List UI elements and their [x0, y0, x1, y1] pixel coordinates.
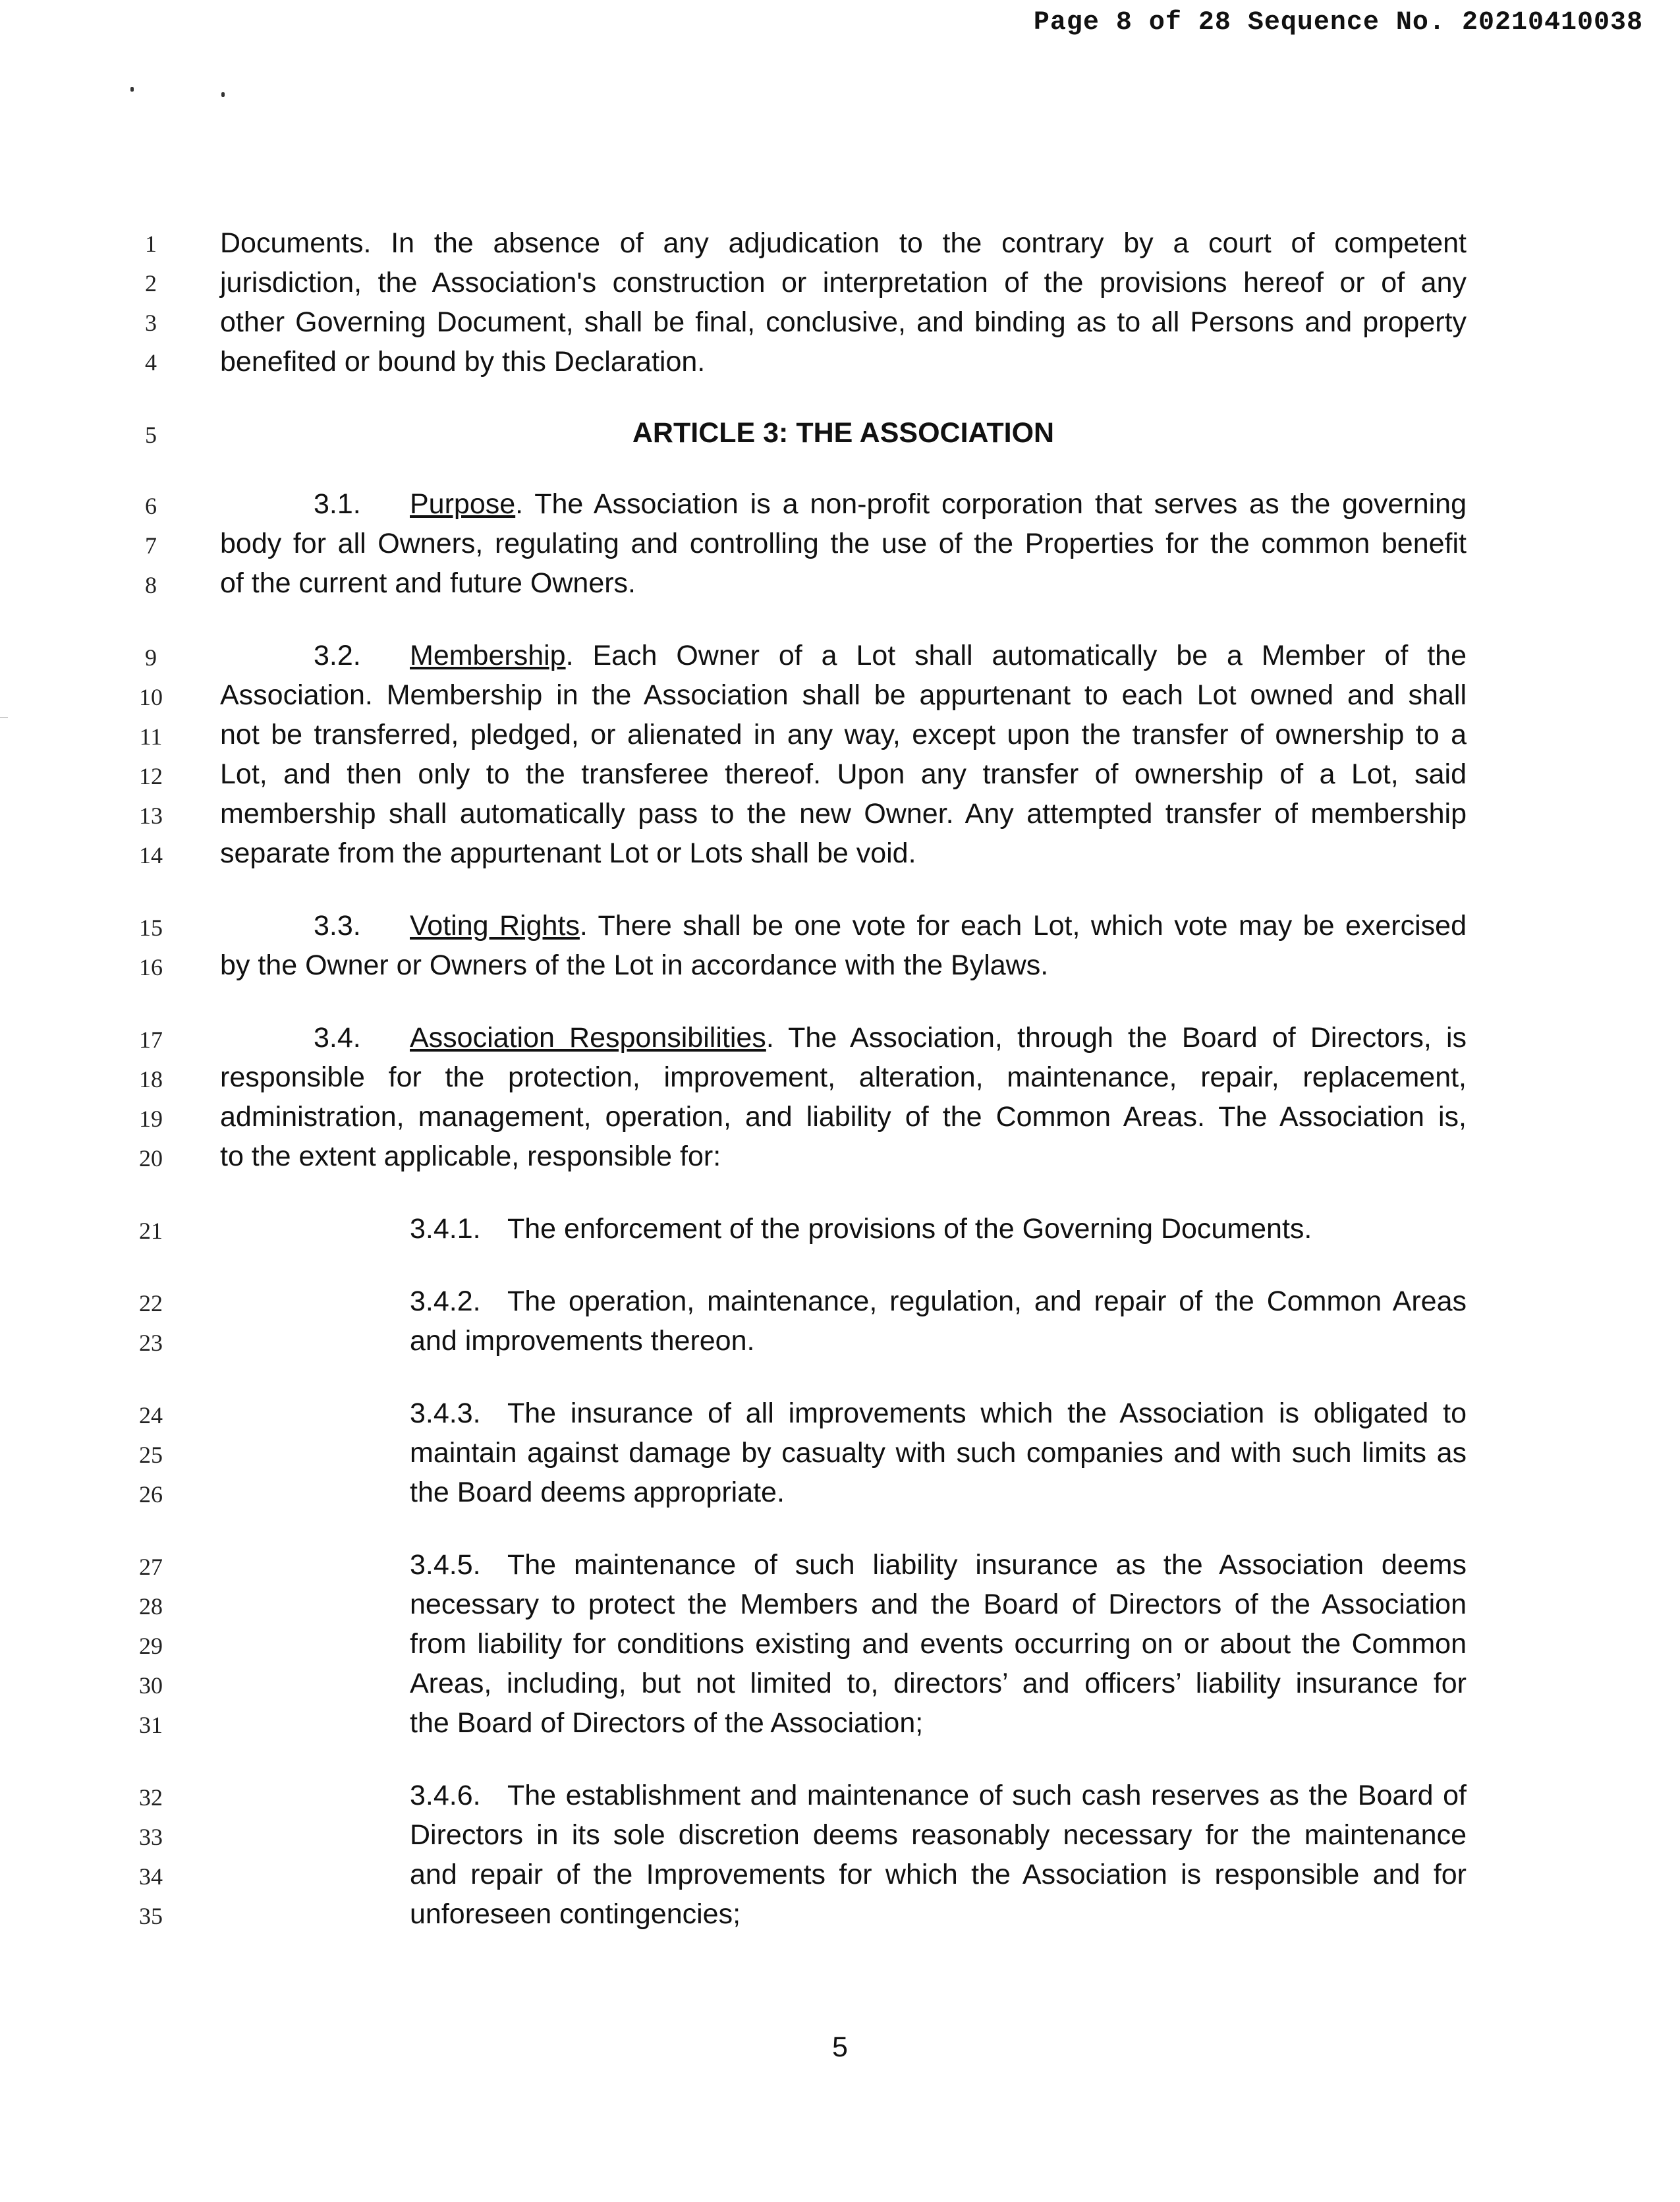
line-number: 12	[139, 763, 163, 789]
line-number: 25	[139, 1442, 163, 1468]
line-number: 23	[139, 1330, 163, 1356]
line-number: 7	[145, 532, 157, 559]
subsection-text-line: Directors in its sole discretion deems reasonably necessary for the maintenance	[410, 1819, 1467, 1851]
line-number: 22	[139, 1290, 163, 1316]
line-number: 29	[139, 1633, 163, 1659]
line-number: 14	[139, 842, 163, 868]
line-number: 13	[139, 803, 163, 829]
body-text-line: other Governing Document, shall be final, conclusive, and binding as to all Persons and property	[220, 306, 1467, 338]
scan-speck	[221, 92, 225, 97]
section-first-line	[314, 909, 1467, 942]
line-number: 21	[139, 1218, 163, 1244]
line-number: 30	[139, 1672, 163, 1699]
subsection-text-line: from liability for conditions existing and events occurring on or about the Common	[410, 1628, 1467, 1660]
section-text: . The Association, through the Board of Directors, is	[766, 1022, 1467, 1054]
section-text: . There shall be one vote for each Lot, which vote may be exercised	[579, 910, 1467, 942]
subsection-text-line: Areas, including, but not limited to, directors’ and officers’ liability insurance for	[410, 1668, 1467, 1699]
section-number: 3.4.	[314, 1022, 361, 1054]
body-text-line: body for all Owners, regulating and controlling the use of the Properties for the common benefit	[220, 528, 1467, 559]
line-number: 34	[139, 1863, 163, 1890]
body-text-line: Documents. In the absence of any adjudication to the contrary by a court of competent	[220, 227, 1467, 259]
section-text: . Each Owner of a Lot shall automatically be a Member of the	[565, 640, 1467, 671]
subsection-text-line: and repair of the Improvements for which the Association is responsible and for	[410, 1859, 1467, 1890]
section-first-line	[314, 639, 1467, 672]
body-text-line: to the extent applicable, responsible for:	[220, 1141, 721, 1172]
body-text-line: benefited or bound by this Declaration.	[220, 346, 706, 378]
section-title: Association Responsibilities	[410, 1022, 766, 1054]
line-number: 31	[139, 1712, 163, 1738]
subsection-text-line: the Board of Directors of the Association;	[410, 1707, 924, 1739]
line-number: 2	[145, 270, 157, 296]
page-sequence-stamp: Page 8 of 28 Sequence No. 20210410038	[1033, 8, 1643, 38]
section-title: Voting Rights	[410, 910, 580, 942]
subsection-text: The insurance of all improvements which the Association is obligated to	[507, 1397, 1467, 1429]
line-number: 35	[139, 1903, 163, 1929]
section-number: 3.2.	[314, 640, 361, 671]
subsection-text-line: maintain against damage by casualty with such companies and with such limits as	[410, 1437, 1467, 1469]
page-number: 5	[832, 2031, 848, 2063]
subsection-number: 3.4.1.	[410, 1213, 481, 1245]
section-text: . The Association is a non-profit corporation that serves as the governing	[515, 488, 1467, 520]
line-number: 8	[145, 572, 157, 598]
line-number: 5	[145, 422, 157, 448]
line-number: 18	[139, 1066, 163, 1092]
line-number: 20	[139, 1145, 163, 1172]
line-number: 17	[139, 1027, 163, 1053]
line-number: 4	[145, 349, 157, 376]
subsection-text-line: and improvements thereon.	[410, 1325, 755, 1357]
line-number: 33	[139, 1824, 163, 1850]
subsection-first-line	[410, 1285, 1467, 1318]
body-text-line: not be transferred, pledged, or alienated in any way, except upon the transfer of ownership to a	[220, 719, 1467, 750]
section-first-line	[314, 488, 1467, 521]
section-number: 3.1.	[314, 488, 361, 520]
line-number: 24	[139, 1402, 163, 1428]
subsection-text-line: unforeseen contingencies;	[410, 1898, 741, 1930]
line-number-column	[0, 0, 184, 2202]
line-number: 32	[139, 1784, 163, 1811]
line-number: 3	[145, 310, 157, 336]
body-text-line: Lot, and then only to the transferee thereof. Upon any transfer of ownership of a Lot, said	[220, 758, 1467, 790]
body-text-line: jurisdiction, the Association's construction or interpretation of the provisions hereof or of any	[220, 267, 1467, 298]
section-title: Purpose	[410, 488, 516, 520]
line-number: 16	[139, 954, 163, 980]
line-number: 1	[145, 231, 157, 257]
body-text-line: administration, management, operation, and liability of the Common Areas. The Association is,	[220, 1101, 1467, 1133]
body-text-line: responsible for the protection, improvement, alteration, maintenance, repair, replacement,	[220, 1061, 1467, 1093]
line-number: 27	[139, 1554, 163, 1580]
line-number: 15	[139, 915, 163, 941]
line-number: 19	[139, 1106, 163, 1132]
subsection-first-line	[410, 1548, 1467, 1581]
subsection-text: The maintenance of such liability insurance as the Association deems	[507, 1549, 1467, 1581]
article-heading: ARTICLE 3: THE ASSOCIATION	[632, 417, 1055, 449]
subsection-text: The enforcement of the provisions of the Governing Documents.	[507, 1213, 1312, 1245]
body-text-line: Association. Membership in the Association shall be appurtenant to each Lot owned and shall	[220, 679, 1467, 711]
line-number: 26	[139, 1481, 163, 1508]
subsection-text: The operation, maintenance, regulation, and repair of the Common Areas	[507, 1285, 1467, 1317]
subsection-text: The establishment and maintenance of such cash reserves as the Board of	[507, 1780, 1467, 1811]
subsection-first-line	[410, 1212, 1467, 1245]
section-first-line	[314, 1021, 1467, 1054]
subsection-text-line: necessary to protect the Members and the Board of Directors of the Association	[410, 1589, 1467, 1620]
section-number: 3.3.	[314, 910, 361, 942]
line-number: 6	[145, 493, 157, 519]
line-number: 11	[139, 723, 163, 750]
subsection-number: 3.4.6.	[410, 1780, 481, 1811]
subsection-number: 3.4.2.	[410, 1285, 481, 1317]
body-text-line: separate from the appurtenant Lot or Lots shall be void.	[220, 837, 916, 869]
section-title: Membership	[410, 640, 566, 671]
subsection-text-line: the Board deems appropriate.	[410, 1477, 785, 1508]
subsection-number: 3.4.3.	[410, 1397, 481, 1429]
body-text-line: membership shall automatically pass to the new Owner. Any attempted transfer of membership	[220, 798, 1467, 830]
line-number: 28	[139, 1593, 163, 1620]
subsection-first-line	[410, 1779, 1467, 1812]
line-number: 9	[145, 644, 157, 671]
body-text-line: of the current and future Owners.	[220, 567, 636, 599]
subsection-first-line	[410, 1397, 1467, 1430]
body-text-line: by the Owner or Owners of the Lot in accordance with the Bylaws.	[220, 949, 1049, 981]
subsection-number: 3.4.5.	[410, 1549, 481, 1581]
line-number: 10	[139, 684, 163, 710]
